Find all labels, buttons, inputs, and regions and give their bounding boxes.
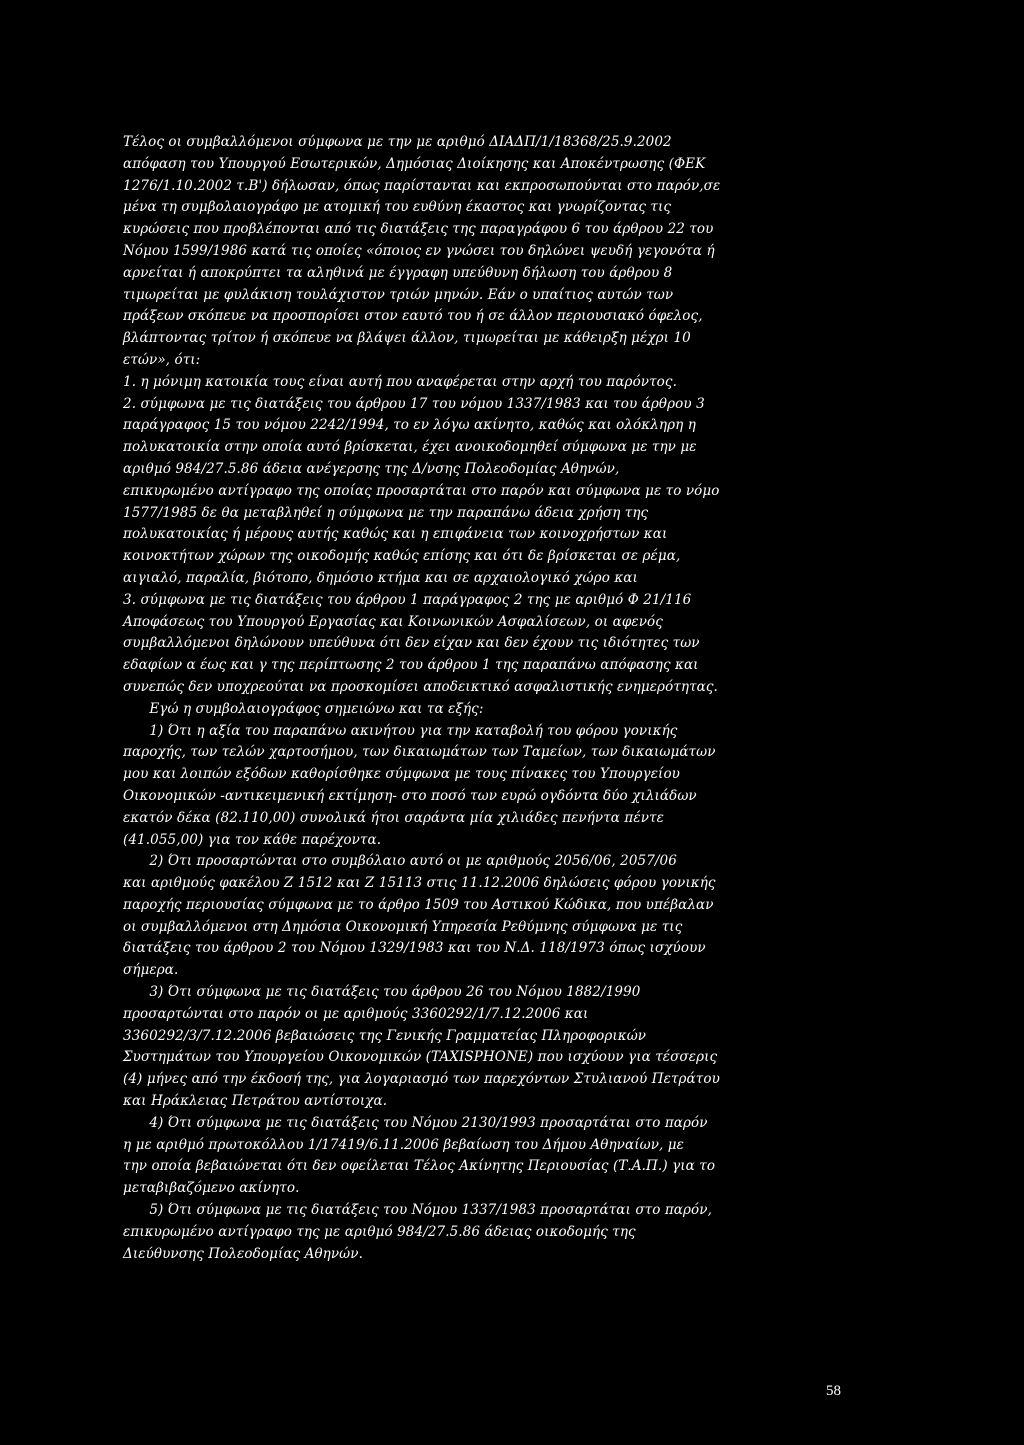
text-line: αριθμό 984/27.5.86 άδεια ανέγερσης της Δ/νσης Πολεοδομίας Αθηνών,: [123, 460, 620, 477]
text-line: Αποφάσεως του Υπουργού Εργασίας και Κοινωνικών Ασφαλίσεων, οι αφενός: [123, 613, 663, 630]
text-line: μένα τη συμβολαιογράφο με ατομική του ευθύνη έκαστος και γνωρίζοντας τις: [123, 199, 672, 216]
text-line: επικυρωμένο αντίγραφο της οποίας προσαρτάται στο παρόν και σύμφωνα με το νόμο: [123, 482, 720, 499]
text-line: μεταβιβαζόμενο ακίνητο.: [123, 1180, 300, 1197]
text-line: και Ηράκλειας Πετράτου αντίστοιχα.: [123, 1093, 388, 1110]
text-line: απόφαση του Υπουργού Εσωτερικών, Δημόσιας Διοίκησης και Αποκέντρωσης (ΦΕΚ: [123, 155, 706, 172]
text-line: εκατόν δέκα (82.110,00) συνολικά ήτοι σαράντα μία χιλιάδες πενήντα πέντε: [123, 809, 664, 826]
text-line: Συστημάτων του Υπουργείου Οικονομικών (TAXISPHONE) που ισχύουν για τέσσερις: [123, 1049, 718, 1066]
text-line: κυρώσεις που προβλέπονται από τις διατάξεις της παραγράφου 6 του άρθρου 22 του: [123, 221, 714, 238]
text-line: 1577/1985 δε θα μεταβληθεί η σύμφωνα με την παραπάνω άδεια χρήση της: [123, 504, 649, 521]
text-line: και αριθμούς φακέλου Ζ 1512 και Ζ 15113 στις 11.12.2006 δηλώσεις φόρου γονικής: [123, 875, 716, 892]
text-line: παροχής περιουσίας σύμφωνα με το άρθρο 1509 του Αστικού Κώδικα, που υπέβαλαν: [123, 896, 714, 913]
text-line: 4) Ότι σύμφωνα με τις διατάξεις του Νόμου 2130/1993 προσαρτάται στο παρόν: [123, 1114, 708, 1131]
text-line: πράξεων σκόπευε να προσπορίσει στον εαυτό του ή σε άλλον περιουσιακό όφελος,: [123, 308, 703, 325]
text-line: Νόμου 1599/1986 κατά τις οποίες «όποιος εν γνώσει του δηλώνει ψευδή γεγονότα ή: [123, 242, 715, 259]
text-line: εδαφίων α έως και γ της περίπτωσης 2 του άρθρου 1 της παραπάνω απόφασης και: [123, 657, 699, 674]
text-line: 2. σύμφωνα με τις διατάξεις του άρθρου 17 του νόμου 1337/1983 και του άρθρου 3: [123, 395, 705, 412]
text-line: Εγώ η συμβολαιογράφος σημειώνω και τα εξής:: [123, 700, 484, 717]
text-line: 2) Ότι προσαρτώνται στο συμβόλαιο αυτό οι με αριθμούς 2056/06, 2057/06: [123, 853, 677, 870]
text-line: πολυκατοικίας ή μέρους αυτής καθώς και η επιφάνεια των κοινοχρήστων και: [123, 526, 668, 543]
text-line: παράγραφος 15 του νόμου 2242/1994, το εν λόγω ακίνητο, καθώς και ολόκληρη η: [123, 417, 696, 434]
text-line: παροχής, των τελών χαρτοσήμου, των δικαιωμάτων των Ταμείων, των δικαιωμάτων: [123, 744, 716, 761]
text-line: προσαρτώνται στο παρόν οι με αριθμούς 3360292/1/7.12.2006 και: [123, 1005, 589, 1022]
text-line: πολυκατοικία στην οποία αυτό βρίσκεται, έχει ανοικοδομηθεί σύμφωνα με την με: [123, 439, 697, 456]
text-line: η με αριθμό πρωτοκόλλου 1/17419/6.11.2006 βεβαίωση του Δήμου Αθηναίων, με: [123, 1136, 685, 1153]
body-text: [123, 132, 823, 1265]
text-line: αιγιαλό, παραλία, βιότοπο, δημόσιο κτήμα και σε αρχαιολογικό χώρο και: [123, 569, 638, 586]
text-line: κοινοκτήτων χώρων της οικοδομής καθώς επίσης και ότι δε βρίσκεται σε ρέμα,: [123, 548, 681, 565]
page-number: 58: [826, 1383, 841, 1399]
text-line: 1276/1.10.2002 τ.Β') δήλωσαν, όπως παρίστανται και εκπροσωπούνται στο παρόν,σε: [123, 177, 721, 194]
text-line: αρνείται ή αποκρύπτει τα αληθινά με έγγραφη υπεύθυνη δήλωση του άρθρου 8: [123, 264, 673, 281]
text-line: 1) Ότι η αξία του παραπάνω ακινήτου για την καταβολή του φόρου γονικής: [123, 722, 678, 739]
text-line: σήμερα.: [123, 962, 179, 979]
text-line: την οποία βεβαιώνεται ότι δεν οφείλεται Τέλος Ακίνητης Περιουσίας (Τ.Α.Π.) για το: [123, 1158, 716, 1175]
text-line: 3) Ότι σύμφωνα με τις διατάξεις του άρθρου 26 του Νόμου 1882/1990: [123, 984, 641, 1001]
text-line: Οικονομικών -αντικειμενική εκτίμηση- στο ποσό των ευρώ ογδόντα δύο χιλιάδων: [123, 787, 697, 804]
text-line: βλάπτοντας τρίτον ή σκόπευε να βλάψει άλλον, τιμωρείται με κάθειρξη μέχρι 10: [123, 330, 691, 347]
text-line: συνεπώς δεν υποχρεούται να προσκομίσει αποδεικτικό ασφαλιστικής ενημερότητας.: [123, 678, 718, 695]
text-line: 1. η μόνιμη κατοικία τους είναι αυτή που αναφέρεται στην αρχή του παρόντος.: [123, 373, 677, 390]
text-line: οι συμβαλλόμενοι στη Δημόσια Οικονομική Υπηρεσία Ρεθύμνης σύμφωνα με τις: [123, 918, 683, 935]
text-line: Τέλος οι συμβαλλόμενοι σύμφωνα με την με αριθμό ΔΙΑΔΠ/1/18368/25.9.2002: [123, 134, 672, 150]
text-line: 5) Ότι σύμφωνα με τις διατάξεις του Νόμου 1337/1983 προσαρτάται στο παρόν,: [123, 1202, 712, 1219]
text-line: (4) μήνες από την έκδοσή της, για λογαριασμό των παρεχόντων Στυλιανού Πετράτου: [123, 1071, 720, 1088]
text-line: συμβαλλόμενοι δηλώνουν υπεύθυνα ότι δεν είχαν και δεν έχουν τις ιδιότητες των: [123, 635, 700, 652]
text-line: Διεύθυνσης Πολεοδομίας Αθηνών.: [123, 1245, 363, 1262]
text-line: 3360292/3/7.12.2006 βεβαιώσεις της Γενικής Γραμματείας Πληροφορικών: [123, 1027, 647, 1044]
text-line: 3. σύμφωνα με τις διατάξεις του άρθρου 1 παράγραφος 2 της με αριθμό Φ 21/116: [123, 591, 692, 608]
text-line: επικυρωμένο αντίγραφο της με αριθμό 984/27.5.86 άδειας οικοδομής της: [123, 1223, 636, 1240]
text-line: μου και λοιπών εξόδων καθορίσθηκε σύμφωνα με τους πίνακες του Υπουργείου: [123, 766, 680, 783]
text-line: διατάξεις του άρθρου 2 του Νόμου 1329/1983 και του Ν.Δ. 118/1973 όπως ισχύουν: [123, 940, 706, 957]
text-line: τιμωρείται με φυλάκιση τουλάχιστον τριών μηνών. Εάν ο υπαίτιος αυτών των: [123, 286, 674, 303]
text-line: (41.055,00) για τον κάθε παρέχοντα.: [123, 831, 382, 848]
text-line: ετών», ότι:: [123, 351, 201, 368]
